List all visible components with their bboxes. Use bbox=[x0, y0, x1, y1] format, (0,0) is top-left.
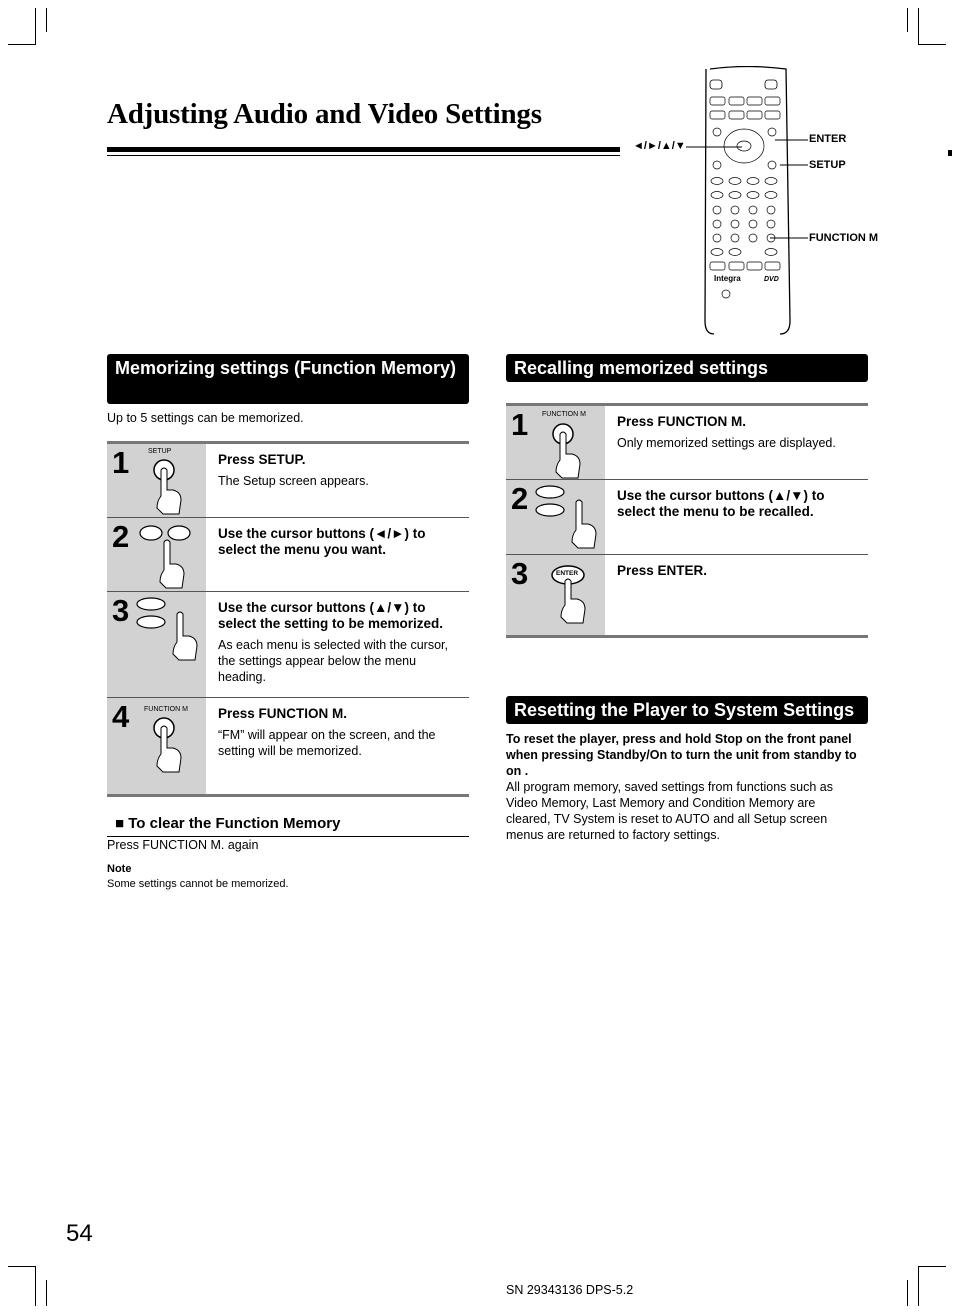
hand-press-setup-icon bbox=[147, 456, 187, 516]
recall-step-3 bbox=[506, 555, 868, 635]
clear-memory-subheading: ■ To clear the Function Memory bbox=[115, 815, 341, 832]
step-number: 3 bbox=[511, 556, 529, 591]
reset-instruction: To reset the player, press and hold Stop on the front panel when pressing Standby/On to turn the unit from standby to on . bbox=[506, 732, 857, 778]
title-rule-thin bbox=[107, 155, 620, 156]
step-title: Use the cursor buttons (▲/▼) to select the setting to be memorized. bbox=[218, 600, 444, 631]
hand-press-function-m-icon bbox=[147, 714, 187, 774]
memorize-intro: Up to 5 settings can be memorized. bbox=[107, 411, 304, 425]
page-title: Adjusting Audio and Video Settings bbox=[107, 98, 542, 130]
hand-press-function-m-icon bbox=[546, 420, 586, 480]
step-number: 1 bbox=[112, 445, 130, 480]
subheading-rule bbox=[107, 836, 469, 837]
memorize-step-3 bbox=[107, 592, 469, 698]
step-number: 2 bbox=[112, 519, 130, 554]
footer-code: SN 29343136 DPS-5.2 bbox=[506, 1283, 634, 1297]
setup-button-label: SETUP bbox=[148, 448, 172, 455]
setup-callout: SETUP bbox=[809, 159, 846, 171]
step-title: Press FUNCTION M. bbox=[617, 414, 747, 429]
step-description: “FM” will appear on the screen, and the setting will be memorized. bbox=[218, 728, 436, 758]
clear-memory-text: Press FUNCTION M. again bbox=[107, 838, 259, 852]
step-description: As each menu is selected with the cursor, the settings appear below the menu heading. bbox=[218, 638, 448, 684]
step-title: Use the cursor buttons (◄/►) to select the menu you want. bbox=[218, 526, 426, 557]
step-title: Use the cursor buttons (▲/▼) to select the menu to be recalled. bbox=[617, 488, 825, 519]
step-number: 4 bbox=[112, 699, 130, 734]
step-number: 3 bbox=[112, 593, 130, 628]
hand-press-up-down-icon bbox=[532, 484, 602, 552]
page-number: 54 bbox=[66, 1220, 93, 1247]
recall-steps bbox=[506, 403, 868, 638]
memorize-heading: Memorizing settings (Function Memory) bbox=[107, 354, 469, 404]
memorize-steps bbox=[107, 441, 469, 797]
step-description: Only memorized settings are displayed. bbox=[617, 436, 836, 450]
step-number: 2 bbox=[511, 481, 529, 516]
step-title: Press ENTER. bbox=[617, 563, 708, 578]
function-m-button-label: FUNCTION M bbox=[542, 411, 586, 418]
svg-text:DVD: DVD bbox=[764, 276, 779, 283]
function-m-callout: FUNCTION M bbox=[809, 232, 879, 244]
hand-press-left-right-icon bbox=[137, 524, 197, 590]
remote-brand: Integra bbox=[714, 274, 741, 283]
reset-heading: Resetting the Player to System Settings bbox=[506, 696, 868, 724]
memorize-step-4 bbox=[107, 698, 469, 794]
step-title: Press FUNCTION M. bbox=[218, 706, 348, 721]
step-description: The Setup screen appears. bbox=[218, 474, 369, 488]
memorize-step-2 bbox=[107, 518, 469, 592]
step-title: Press SETUP. bbox=[218, 452, 306, 467]
square-bullet-icon: ■ bbox=[115, 815, 129, 832]
function-m-button-label: FUNCTION M bbox=[144, 706, 188, 713]
arrows-callout: ◄/►/▲/▼ bbox=[633, 140, 686, 152]
reset-description: All program memory, saved settings from functions such as Video Memory, Last Memory and Condition Memory are cleared, TV System is reset to AUTO and all Setup screen menus are returned to factory settings. bbox=[506, 780, 833, 842]
enter-callout: ENTER bbox=[809, 133, 847, 145]
recall-step-2 bbox=[506, 480, 868, 555]
recall-step-1 bbox=[506, 406, 868, 480]
note-text: Some settings cannot be memorized. bbox=[107, 878, 289, 890]
recall-heading: Recalling memorized settings bbox=[506, 354, 868, 382]
step-number: 1 bbox=[511, 407, 529, 442]
hand-press-up-down-icon bbox=[133, 596, 203, 664]
enter-button-label: ENTER bbox=[556, 570, 579, 577]
title-rule bbox=[107, 147, 620, 152]
memorize-step-1 bbox=[107, 444, 469, 518]
note-label: Note bbox=[107, 863, 132, 875]
